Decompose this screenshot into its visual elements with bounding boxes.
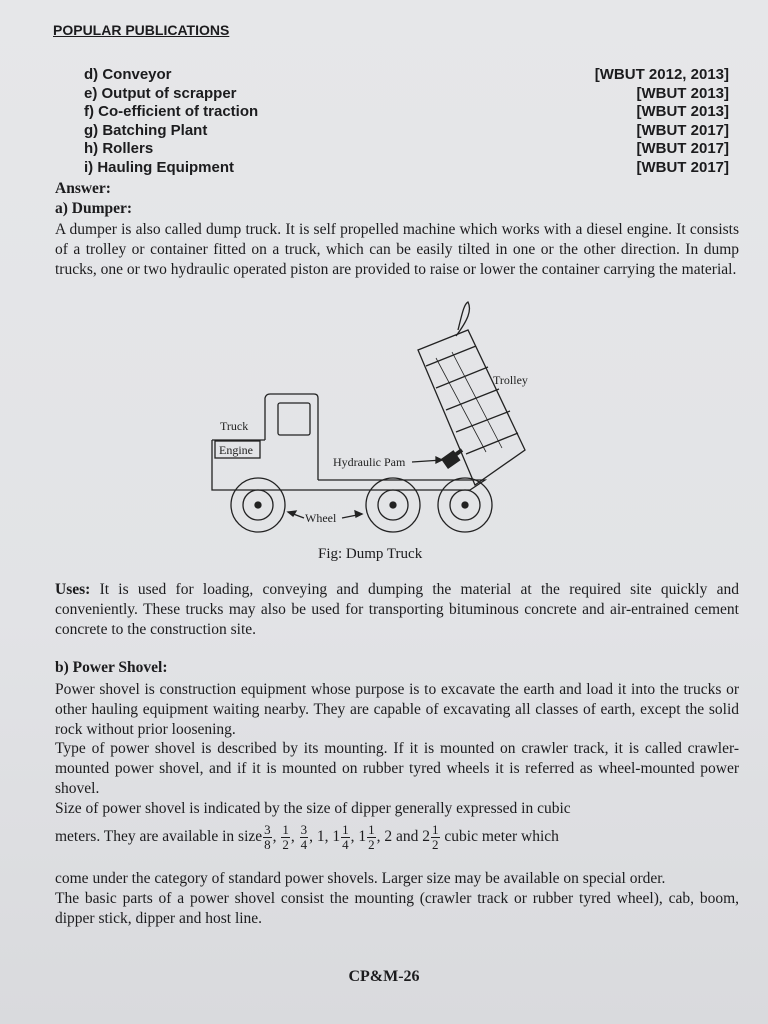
figure-caption: Fig: Dump Truck xyxy=(318,546,423,562)
power-shovel-p3: Size of power shovel is indicated by the size of dipper generally expressed in cubic xyxy=(55,799,571,817)
question-item xyxy=(84,159,729,178)
label-wheel: Wheel xyxy=(305,511,337,525)
fraction-1-2b xyxy=(367,823,376,852)
trolley-body xyxy=(418,330,525,485)
question-item xyxy=(84,66,729,85)
question-item xyxy=(84,140,729,159)
frac-den: 4 xyxy=(300,837,308,852)
mixed-whole: 1 xyxy=(332,828,341,846)
fraction-1-2 xyxy=(281,823,290,852)
uses-line xyxy=(55,580,739,639)
power-shovel-tail xyxy=(55,869,739,928)
fraction-3-4 xyxy=(300,823,309,852)
mixed-whole: 2 xyxy=(422,828,431,846)
section-a-title: a) Dumper: xyxy=(55,200,133,217)
question-ref: [WBUT 2013] xyxy=(636,84,729,102)
uses-text: It is used for loading, conveying and dumping the material at the required site quickly and conveniently. These trucks may also be used for transporting bituminous concrete and air-entrained cement concrete to the construction site. xyxy=(55,581,739,638)
question-ref: [WBUT 2012, 2013] xyxy=(594,66,729,83)
section-b-title: b) Power Shovel: xyxy=(55,659,168,676)
fraction-1-4 xyxy=(341,823,350,852)
power-shovel-p2: Type of power shovel is described by its mounting. If it is mounted on crawler track, it is called crawler-mounted power shovel, and if it is mounted on rubber tyred wheels it is referred as wheel-mounted power shovel. xyxy=(55,740,739,797)
size-two: 2 xyxy=(384,828,393,846)
frac-den: 2 xyxy=(368,837,375,852)
question-label: f) Co-efficient of traction xyxy=(84,103,259,121)
frac-num: 1 xyxy=(432,822,439,837)
frac-num: 1 xyxy=(368,822,375,837)
size-prefix: meters. They are available in size xyxy=(55,828,263,846)
frac-den: 2 xyxy=(282,837,289,852)
question-ref: [WBUT 2017] xyxy=(636,140,729,158)
question-item xyxy=(84,122,729,141)
label-hydraulic: Hydraulic Pam xyxy=(333,455,406,469)
cab-window xyxy=(278,403,310,435)
question-label: h) Rollers xyxy=(84,140,154,158)
size-line: meters. They are available in size $\frac{3}{8}$ , $\frac{1}{2}$ , $\frac{3}{4}$ , 1, 1 $\frac{1}{4}$ , 1 $\frac{1}{2}$ , 2 and 2 $\frac{1}{2}$ cubic meter which xyxy=(55,822,559,852)
mixed-whole: 1 xyxy=(358,828,367,846)
label-truck: Truck xyxy=(220,419,249,433)
power-shovel-body xyxy=(55,680,739,819)
power-shovel-p1: Power shovel is construction equipment whose purpose is to excavate the earth and load it into the trucks or other hauling equipment waiting nearby. They are capable of excavating all classes of earth, except the solid rock without prior loosening. xyxy=(55,681,739,738)
dump-truck-diagram xyxy=(200,300,550,535)
label-trolley: Trolley xyxy=(493,373,528,387)
size-suffix: cubic meter which xyxy=(444,828,559,846)
page-footer-code: CP&M-26 xyxy=(348,968,420,985)
frac-den: 2 xyxy=(432,837,439,852)
fraction-3-8 xyxy=(263,823,272,852)
question-label: g) Batching Plant xyxy=(84,121,208,139)
dumper-paragraph xyxy=(55,220,739,279)
frac-num: 1 xyxy=(282,822,289,837)
question-ref: [WBUT 2017] xyxy=(636,121,729,139)
question-list xyxy=(84,66,729,178)
question-ref: [WBUT 2013] xyxy=(636,103,729,121)
question-item xyxy=(84,85,729,104)
frac-num: 3 xyxy=(300,822,308,837)
question-label: i) Hauling Equipment xyxy=(84,158,234,176)
label-engine: Engine xyxy=(219,443,253,457)
page-header: POPULAR PUBLICATIONS xyxy=(53,22,230,38)
power-shovel-p5: The basic parts of a power shovel consist the mounting (crawler track or rubber tyred wheel), cab, boom, dipper stick, dipper and host line. xyxy=(55,889,739,927)
frac-num: 3 xyxy=(264,822,271,837)
dump-truck-figure xyxy=(200,300,550,535)
frac-den: 8 xyxy=(264,837,271,852)
size-one: 1 xyxy=(316,828,325,846)
uses-label: Uses: xyxy=(55,581,91,598)
answer-heading: Answer: xyxy=(55,180,111,197)
dumper-text: A dumper is also called dump truck. It is self propelled machine which works with a diesel engine. It consists of a trolley or container fitted on a truck, which can be easily tilted in one or the other direction. In dump trucks, one or two hydraulic operated piston are provided to raise or lower the container carrying the material. xyxy=(55,221,739,278)
question-label: d) Conveyor xyxy=(84,66,172,83)
fraction-1-2c xyxy=(431,823,440,852)
question-label: e) Output of scrapper xyxy=(84,84,237,102)
frac-num: 1 xyxy=(342,822,349,837)
uses-paragraph xyxy=(55,580,739,639)
frac-den: 4 xyxy=(342,837,349,852)
question-item xyxy=(84,103,729,122)
power-shovel-p4: come under the category of standard power shovels. Larger size may be available on special order. xyxy=(55,870,666,887)
question-ref: [WBUT 2017] xyxy=(636,158,729,176)
trolley-rib xyxy=(426,346,476,366)
